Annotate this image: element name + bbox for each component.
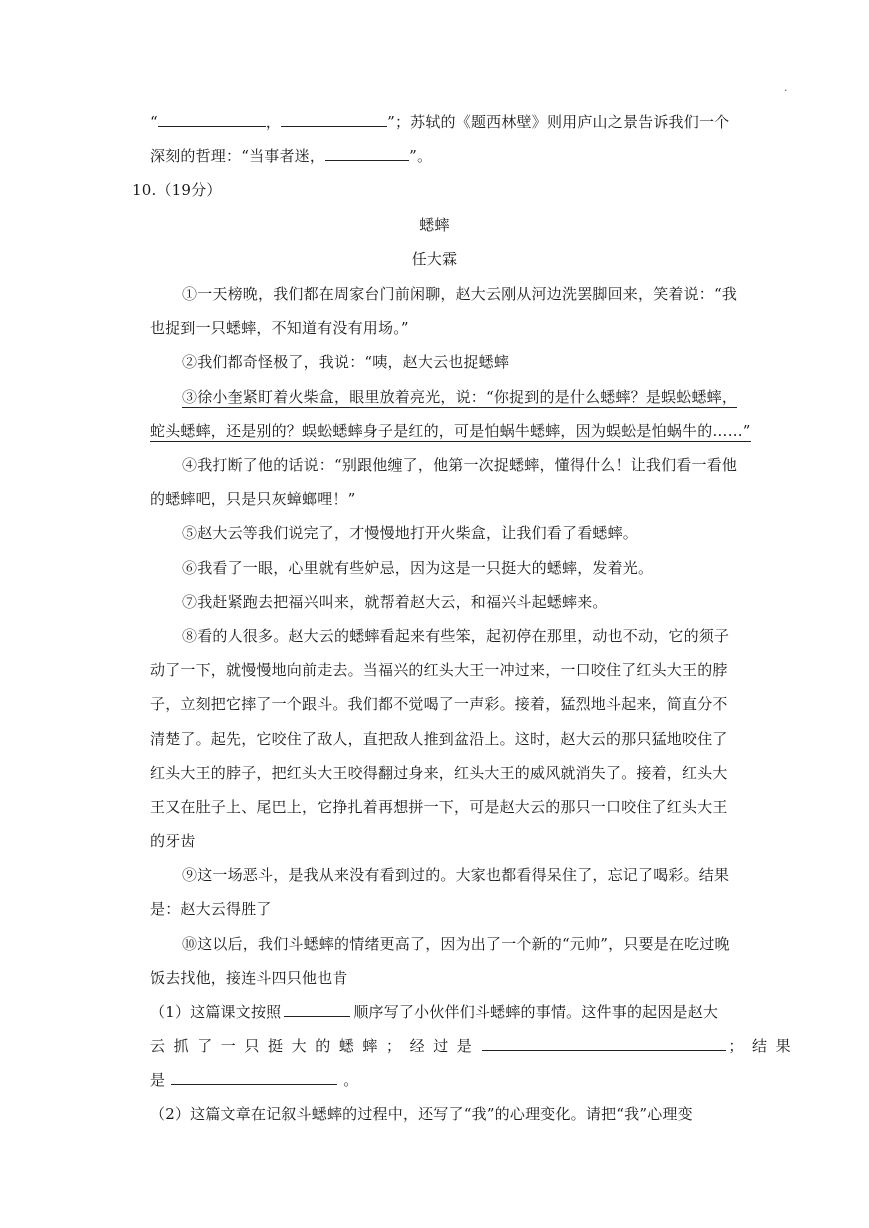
paragraph-line: 动了一下，就慢慢地向前走去。当福兴的红头大王一冲过来，一口咬住了红头大王的脖 [150,661,728,679]
paragraph-line: 的蟋蟀吧，只是只灰蟑螂哩！” [150,490,356,508]
paragraph-line: ⑨这一场恶斗，是我从来没有看到过的。大家也都看得呆住了，忘记了喝彩。结果 [182,866,730,884]
paragraph-line: ④我打断了他的话说：“别跟他缠了，他第一次捉蟋蟀，懂得什么！让我们看一看他 [182,456,738,474]
paragraph-line: 红头大王的脖子，把红头大王咬得翻过身来，红头大王的威风就消失了。接着，红头大 [150,764,728,782]
paragraph-line: ①一天榜晚，我们都在周家台门前闲聊，赵大云刚从河边洗罢脚回来，笑着说：“我 [182,285,738,303]
text: ；结果 [728,1037,800,1055]
text: 深刻的哲理：“当事者迷， [150,147,326,165]
paragraph-line: 也捉到一只蟋蟀，不知道有没有用场。” [150,319,409,337]
paragraph-line: ⑥我看了一眼，心里就有些妒忌，因为这是一只挺大的蟋蟀，发着光。 [182,559,654,577]
paragraph-line: 饭去找他，接连斗四只他也肯 [150,969,348,987]
sub-question-1-line [150,1036,800,1056]
sub-question-1-line [150,1070,740,1090]
sub-question-2-line: （2）这篇文章在记叙斗蟋蟀的过程中，还写了“我”的心理变化。请把“我”心理变 [150,1105,693,1123]
answer-blank[interactable] [281,112,387,127]
answer-blank[interactable] [158,112,266,127]
text: ”；苏轼的《题西林壁》则用庐山之景告诉我们一个 [387,113,730,131]
answer-blank[interactable] [284,1002,350,1017]
underlined-paragraph-line [150,421,751,441]
answer-blank[interactable] [325,146,409,161]
paragraph-line: 的牙齿 [150,832,196,850]
paragraph-line: 子，立刻把它摔了一个跟斗。我们都不觉喝了一声彩。接着，猛烈地斗起来，简直分不 [150,695,728,713]
answer-blank[interactable] [171,1070,337,1085]
text: 。 [343,1071,359,1089]
text: （1）这篇课文按照 [150,1003,282,1021]
paragraph-line: ⑦我赶紧跑去把福兴叫来，就帮着赵大云，和福兴斗起蟋蟀来。 [182,593,608,611]
text: 云抓了一只挺大的蟋蟀；经过是 [150,1037,481,1055]
answer-blank[interactable] [482,1036,726,1051]
paragraph-line: 王又在肚子上、尾巴上，它挣扎着再想拼一下，可是赵大云的那只一口咬住了红头大王 [150,798,728,816]
paragraph-line: 是：赵大云得胜了 [150,900,272,918]
underlined-text: 蛇头蟋蟀，还是别的？蜈蚣蟋蟀身子是红的，可是怕蜗牛蟋蟀，因为蜈蚣是怕蜗牛的……” [150,422,751,440]
top-mark: · [784,84,788,97]
text: ， [265,113,282,131]
article-author: 任大霖 [411,250,458,268]
text: ”。 [409,147,433,165]
paragraph-line: ②我们都奇怪极了，我说：“咦，赵大云也捉蟋蟀 [182,353,510,371]
text: 是 [150,1071,166,1089]
underlined-text: ③徐小奎紧盯着火柴盒，眼里放着亮光，说：“你捉到的是什么蟋蟀？是蜈蚣蟋蟀， [182,388,738,406]
paragraph-line: ⑧看的人很多。赵大云的蟋蟀看起来有些笨，起初停在那里，动也不动，它的须子 [182,627,730,645]
text: 顺序写了小伙伴们斗蟋蟀的事情。这件事的起因是赵大 [353,1003,719,1021]
text: “ [150,113,158,131]
paragraph-line: ⑤赵大云等我们说完了，才慢慢地打开火柴盒，让我们看了看蟋蟀。 [182,524,639,542]
article-title: 蟋蟀 [419,216,450,234]
underlined-paragraph-line [182,387,740,407]
sub-question-1-line [150,1002,740,1022]
paragraph-line: ⑩这以后，我们斗蟋蟀的情绪更高了，因为出了一个新的“元帅”，只要是在吃过晚 [182,935,730,953]
fill-line-1 [150,112,740,132]
question-number: 10.（19分） [132,181,222,199]
paragraph-line: 清楚了。起先，它咬住了敌人，直把敌人推到盆沿上。这时，赵大云的那只猛地咬住了 [150,730,728,748]
fill-line-2 [150,146,740,166]
